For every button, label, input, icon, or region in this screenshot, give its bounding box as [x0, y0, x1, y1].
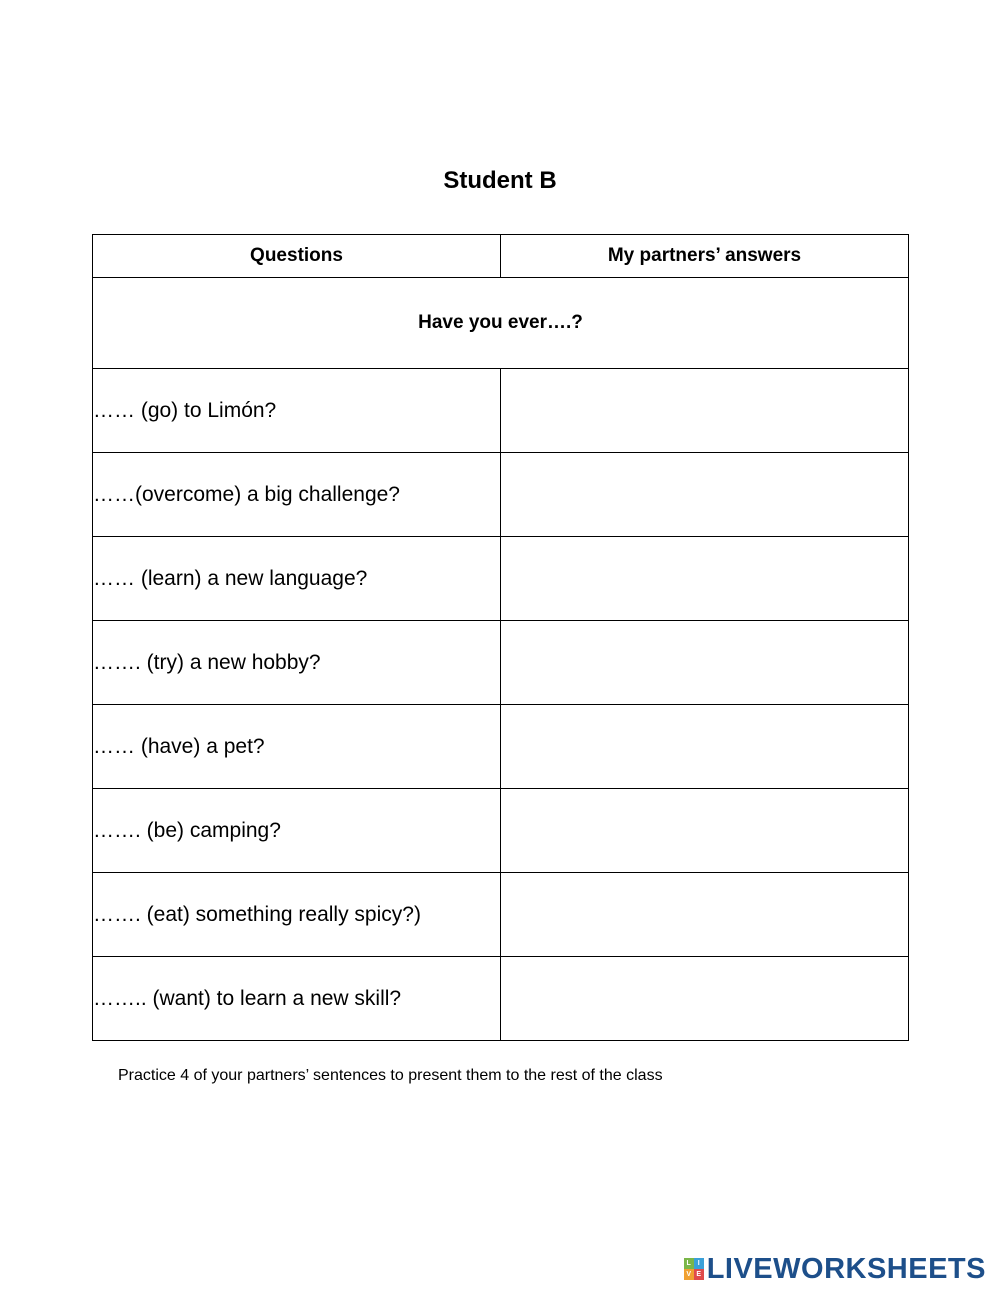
answer-cell[interactable] — [501, 621, 909, 705]
questions-column-header: Questions — [93, 235, 501, 278]
table-row — [93, 957, 909, 1041]
liveworksheets-logo — [684, 1254, 986, 1284]
questions-table — [92, 234, 909, 1041]
page-title: Student B — [443, 167, 557, 194]
logo-mark-letter: I — [694, 1258, 704, 1269]
table-header-row — [93, 235, 909, 278]
question-cell: ……. (try) a new hobby? — [93, 621, 501, 705]
question-cell: ……(overcome) a big challenge? — [93, 453, 501, 537]
liveworksheets-logo-icon — [684, 1258, 704, 1280]
logo-text: LIVEWORKSHEETS — [706, 1253, 986, 1285]
table-row — [93, 453, 909, 537]
answer-cell[interactable] — [501, 705, 909, 789]
logo-mark-letter: E — [694, 1269, 704, 1280]
question-cell: ……. (eat) something really spicy?) — [93, 873, 501, 957]
table-row — [93, 705, 909, 789]
table-row — [93, 873, 909, 957]
answer-cell[interactable] — [501, 789, 909, 873]
answer-cell[interactable] — [501, 369, 909, 453]
answer-cell[interactable] — [501, 537, 909, 621]
section-heading: Have you ever….? — [93, 278, 909, 369]
question-cell: ……. (be) camping? — [93, 789, 501, 873]
answer-cell[interactable] — [501, 873, 909, 957]
answers-column-header: My partners’ answers — [501, 235, 909, 278]
question-cell: …….. (want) to learn a new skill? — [93, 957, 501, 1041]
question-cell: …… (go) to Limón? — [93, 369, 501, 453]
answer-cell[interactable] — [501, 453, 909, 537]
logo-mark-letter: L — [684, 1258, 694, 1269]
answer-cell[interactable] — [501, 957, 909, 1041]
section-heading-row — [93, 278, 909, 369]
table-row — [93, 537, 909, 621]
question-cell: …… (learn) a new language? — [93, 537, 501, 621]
table-row — [93, 369, 909, 453]
table-row — [93, 789, 909, 873]
table-row — [93, 621, 909, 705]
question-cell: …… (have) a pet? — [93, 705, 501, 789]
logo-mark-letter: V — [684, 1269, 694, 1280]
instruction-text: Practice 4 of your partners’ sentences to present them to the rest of the class — [118, 1067, 663, 1084]
